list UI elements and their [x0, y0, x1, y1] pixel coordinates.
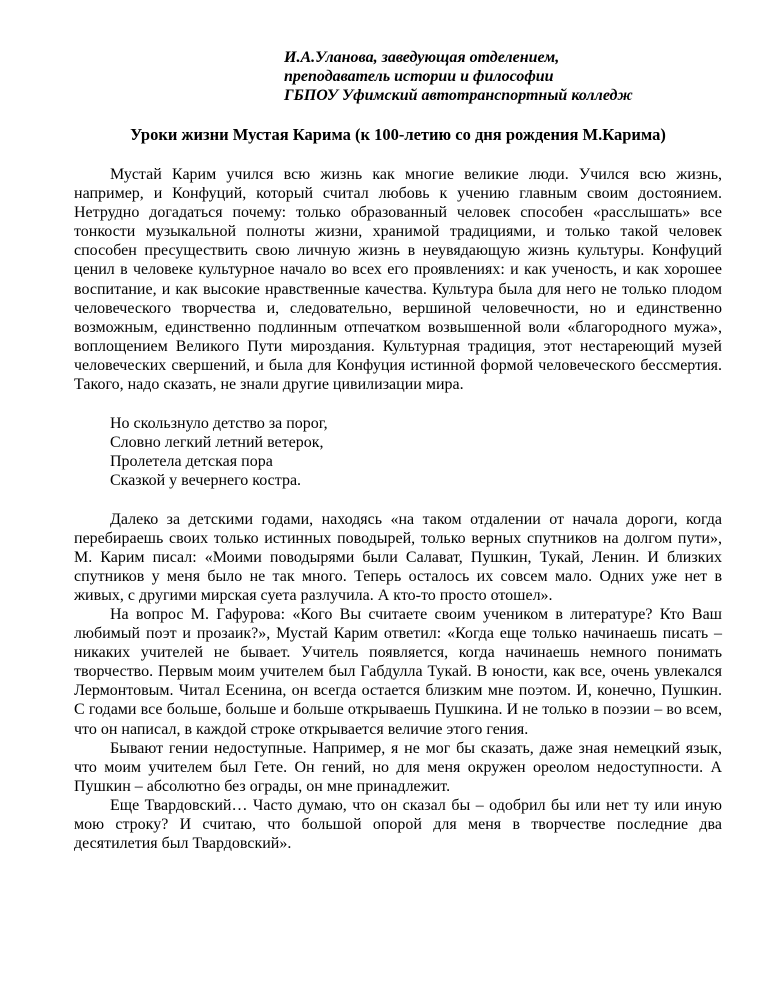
- author-block: [284, 48, 722, 105]
- paragraph-interview: На вопрос М. Гафурова: «Кого Вы считаете своим учеником в литературе? Кто Ваш любимый поэт и прозаик?», Мустай Карим ответил: «Когда еще только начинаешь писать – никаких учителей не бывает. Учитель появляется, когда начинаешь немного понимать творчество. Первым моим учителем был Габдулла Тукай. В юности, как все, очень увлекался Лермонтовым. Читал Есенина, он всегда остается близким мне поэтом. И, конечно, Пушкин. С годами все больше, больше и больше открываешь Пушкина. И не только в поэзии – во всем, что он написал, в каждой строке открывается величие этого гения.: [74, 605, 722, 738]
- author-institution: ГБПОУ Уфимский автотранспортный колледж: [284, 87, 633, 104]
- article-title: Уроки жизни Мустая Карима (к 100-летию со дня рождения М.Карима): [130, 125, 666, 144]
- poem-line: Сказкой у вечернего костра.: [110, 472, 302, 490]
- paragraph-confucius: Мустай Карим учился всю жизнь как многие великие люди. Учился всю жизнь, например, и Конфуций, который считал любовь к учению главным своим достоянием. Нетрудно догадаться почему: только образованный человек способен «расслышать» все тонкости музыкальной полноты жизни, хранимой традициями, и только такой человек способен пресуществить свою личную жизнь в неувядающую жизнь культуры. Конфуций ценил в человеке культурное начало во всех его проявлениях: и как ученость, и как хорошее воспитание, и как высокие нравственные качества. Культура была для него не только плодом человеческого творчества и, следовательно, вершиной человечности, но и единственно возможным, единственно подлинным отпечатком возвышенной воли «благородного мужа», воплощением Великого Пути мироздания. Культурная традиция, этот нестареющий музей человеческих свершений, и была для Конфуция истинной формой человеческого бессмертия. Такого, надо сказать, не знали другие цивилизации мира.: [74, 166, 722, 394]
- author-name-position: И.А.Уланова, заведующая отделением,: [284, 49, 560, 66]
- poem-line: Пролетела детская пора: [110, 453, 273, 471]
- paragraph-guides: Далеко за детскими годами, находясь «на таком отдалении от начала дороги, когда перебираешь своих только истинных поводырей, только верных спутников на долгом пути», М. Карим писал: «Моими поводырями были Салават, Пушкин, Тукай, Ленин. И близких спутников у меня было не так много. Теперь осталось их совсем мало. Одних уже нет в живых, с другими мирская суета разлучила. А кто-то просто отошел».: [74, 510, 722, 604]
- poem-excerpt: [110, 414, 722, 490]
- paragraph-goethe: Бывают гении недоступные. Например, я не мог бы сказать, даже зная немецкий язык, что моим учителем был Гете. Он гений, но для меня окружен ореолом недоступности. А Пушкин – абсолютно без ограды, он мне принадлежит.: [74, 739, 722, 795]
- author-role: преподаватель истории и философии: [284, 68, 554, 85]
- paragraph-tvardovsky: Еще Твардовский… Часто думаю, что он сказал бы – одобрил бы или нет ту или иную мою строку? И считаю, что большой опорой для меня в творчестве последние два десятилетия был Твардовский».: [74, 796, 722, 853]
- poem-line: Словно легкий летний ветерок,: [110, 434, 324, 452]
- poem-line: Но скользнуло детство за порог,: [110, 415, 328, 433]
